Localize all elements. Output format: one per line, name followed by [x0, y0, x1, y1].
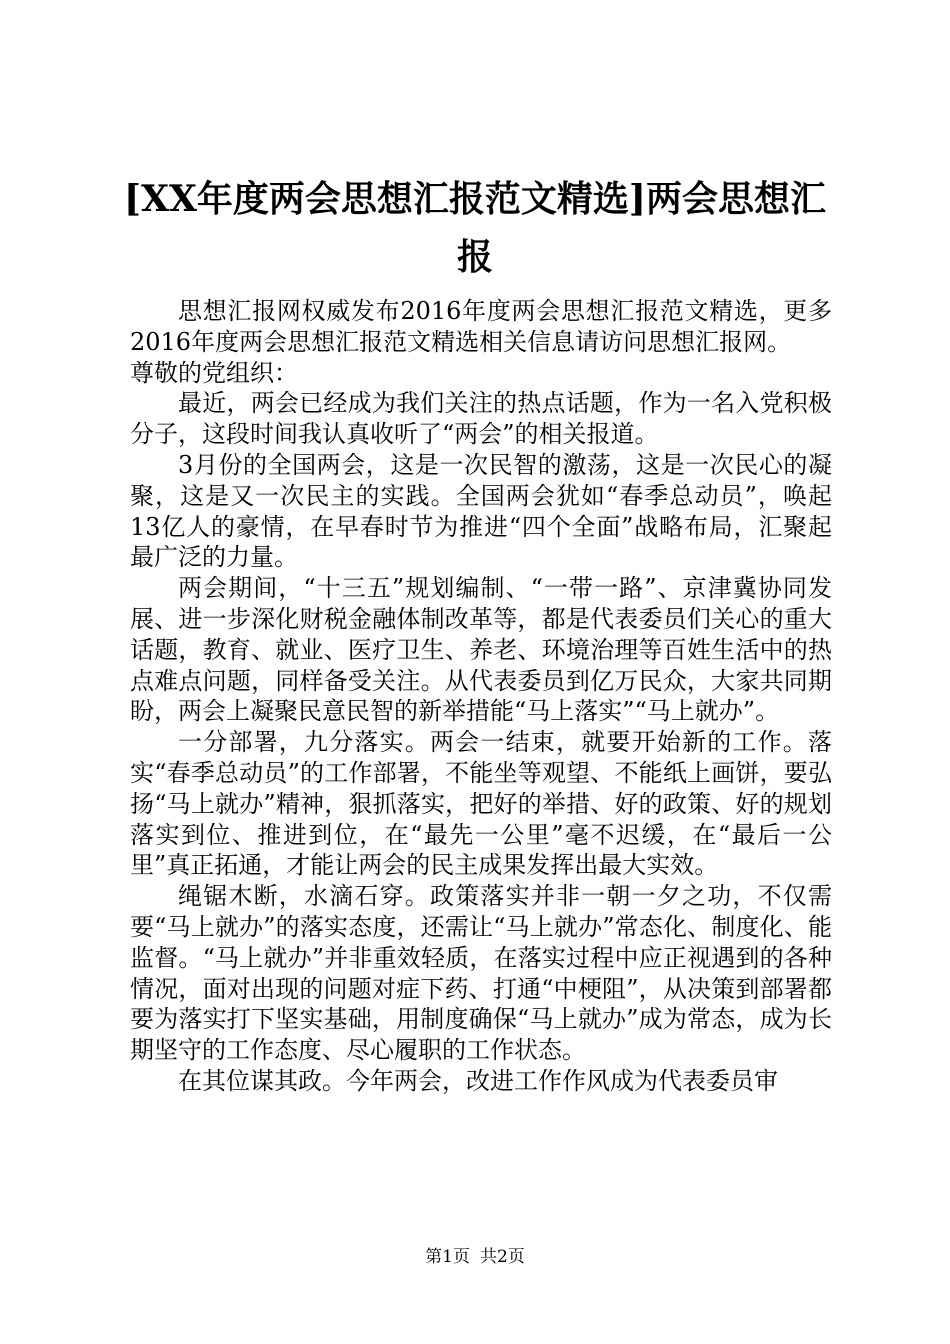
paragraph: 一分部署，九分落实。两会一结束，就要开始新的工作。落实“春季总动员”的工作部署，不能坐等观望、不能纸上画饼，要弘扬“马上就办”精神，狠抓落实，把好的举措、好的政策、好的规划落实到位、推进到位，在“最先一公里”毫不迟缓，在“最后一公里”真正拓通，才能让两会的民主成果发挥出最大实效。	[130, 728, 832, 880]
paragraph: 在其位谋其政。今年两会，改进工作作风成为代表委员审	[178, 1066, 778, 1095]
page-total: 共2页	[480, 1247, 525, 1267]
document-title: [XX年度两会思想汇报范文精选]两会思想汇报	[124, 178, 826, 278]
document-body	[130, 296, 832, 1097]
page-number: 第1页	[425, 1247, 470, 1267]
paragraph-salutation: 尊敬的党组织：	[130, 358, 298, 387]
page-footer	[0, 1246, 950, 1268]
paragraph: 3月份的全国两会，这是一次民智的激荡，这是一次民心的凝聚，这是又一次民主的实践。全国两会犹如“春季总动员”，唤起13亿人的豪情，在早春时节为推进“四个全面”战略布局，汇聚起最广泛的力量。	[130, 450, 832, 572]
paragraph: 绳锯木断，水滴石穿。政策落实并非一朝一夕之功，不仅需要“马上就办”的落实态度，还需让“马上就办”常态化、制度化、能监督。“马上就办”并非重效轻质，在落实过程中应正视遇到的各种情况，面对出现的问题对症下药、打通“中梗阻”，从决策到部署都要为落实打下坚实基础，用制度确保“马上就办”成为常态，成为长期坚守的工作态度、尽心履职的工作状态。	[130, 882, 832, 1065]
paragraph: 最近，两会已经成为我们关注的热点话题，作为一名入党积极分子，这段时间我认真收听了“两会”的相关报道。	[130, 389, 832, 449]
paragraph: 两会期间，“十三五”规划编制、“一带一路”、京津冀协同发展、进一步深化财税金融体制改革等，都是代表委员们关心的重大话题，教育、就业、医疗卫生、养老、环境治理等百姓生活中的热点难点问题，同样备受关注。从代表委员到亿万民众，大家共同期盼，两会上凝聚民意民智的新举措能“马上落实”“马上就办”。	[130, 574, 832, 726]
paragraph-intro: 思想汇报网权威发布2016年度两会思想汇报范文精选，更多2016年度两会思想汇报范文精选相关信息请访问思想汇报网。	[130, 297, 832, 356]
